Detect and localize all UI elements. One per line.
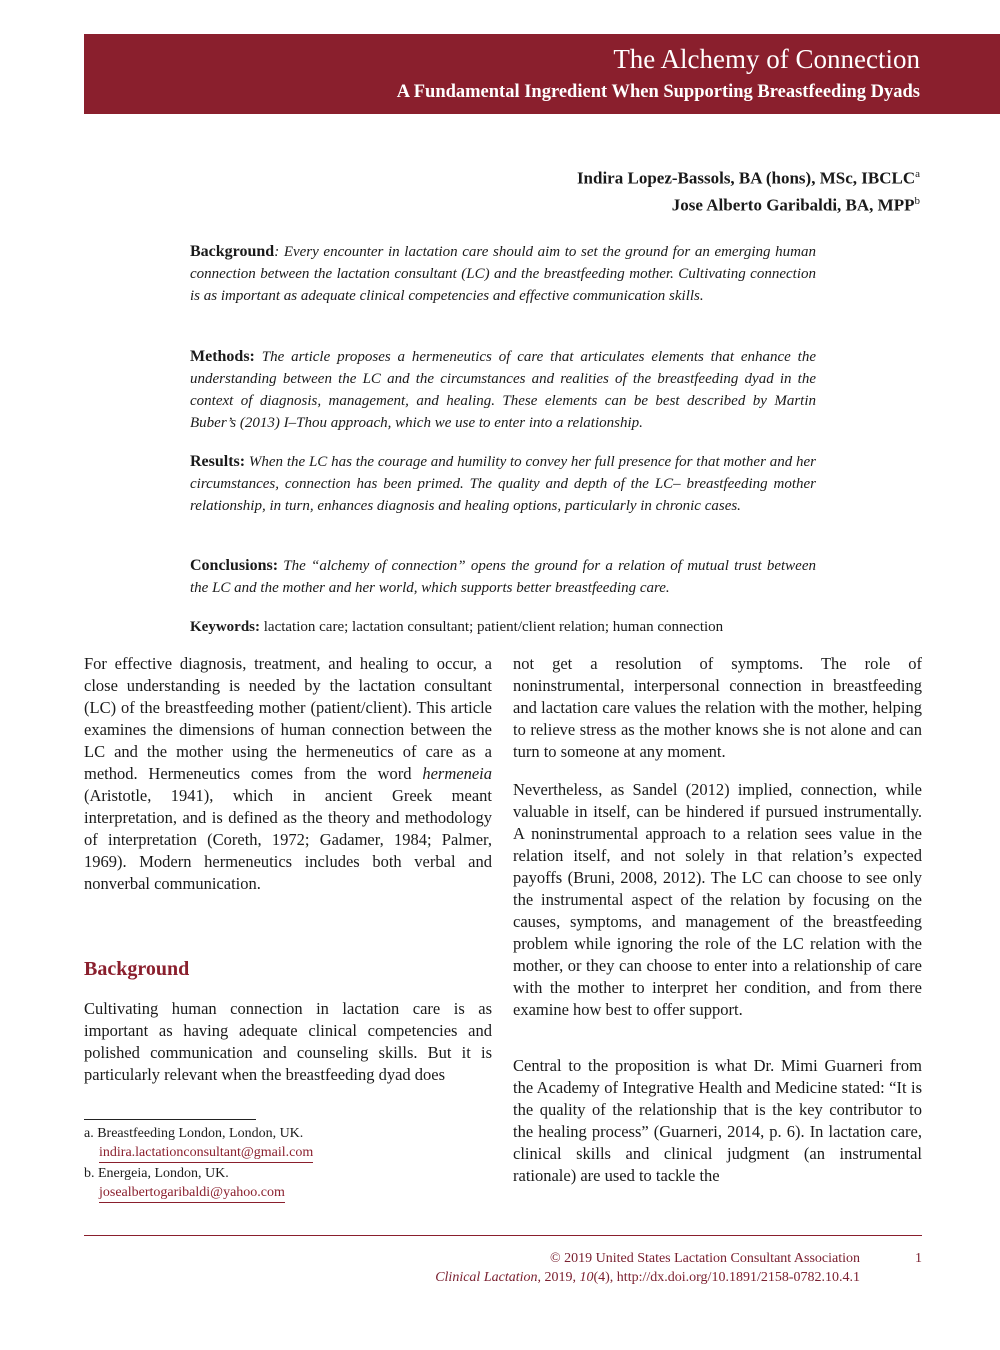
keywords: Keywords: lactation care; lactation consultant; patient/client relation; human connection <box>190 619 724 635</box>
copyright: © 2019 United States Lactation Consultant Association <box>549 1251 860 1266</box>
right-paragraph-1: not get a resolution of symptoms. The role of noninstrumental, interpersonal connection in breastfeeding and lactation care values the relation with the mother, helping to relieve stress as the mother knows she is not alone and can turn to someone at any moment. <box>513 654 922 761</box>
citation: Clinical Lactation, 2019, 10(4), http://dx.doi.org/10.1891/2158-0782.10.4.1 <box>435 1270 860 1285</box>
author-2: Jose Alberto Garibaldi, BA, MPP$^b$ <box>671 194 920 215</box>
abstract-results: Results: When the LC has the courage and humility to convey her full presence for that mother and her circumstances, connection has been primed. The quality and depth of the LC– breastfeeding mother relationship, in turn, enhances diagnosis and healing options, particularly in chronic cases. <box>190 453 816 514</box>
article-title: The Alchemy of Connection <box>613 44 920 74</box>
author-1: Indira Lopez-Bassols, BA (hons), MSc, IBCLC$^a$ <box>576 168 920 188</box>
footer-divider <box>84 1235 922 1236</box>
footnote-divider <box>84 1119 256 1120</box>
page-number: 1 <box>915 1251 922 1266</box>
footnote-b: b. Energeia, London, UK. josealbertogaribaldi@yahoo.com <box>84 1164 285 1203</box>
background-paragraph: Cultivating human connection in lactation care is as important as having adequate clinical competencies and polished communication and counseling skills. But it is particularly relevant when the breastfeeding dyad does <box>84 999 492 1084</box>
footnote-a: a. Breastfeeding London, London, UK. indira.lactationconsultant@gmail.com <box>84 1124 313 1163</box>
intro-paragraph: For effective diagnosis, treatment, and healing to occur, a close understanding is needed by the lactation consultant (LC) of the breastfeeding mother (patient/client). This article examines the dimensions of human connection between the LC and the mother using the hermeneutics of care as a method. Hermeneutics comes from the word hermeneia (Aristotle, 1941), which in ancient Greek meant interpretation, and is defined as the theory and methodology of interpretation (Coreth, 1972; Gadamer, 1984; Palmer, 1969). Modern hermeneutics includes both verbal and nonverbal communication. <box>84 654 492 893</box>
email-link-a[interactable]: indira.lactationconsultant@gmail.com <box>99 1143 313 1163</box>
article-subtitle: A Fundamental Ingredient When Supporting Breastfeeding Dyads <box>396 82 920 102</box>
abstract-methods: Methods: The article proposes a hermeneutics of care that articulates elements that enhance the understanding between the LC and the circumstances and realities of the breastfeeding dyad in the context of diagnosis, management, and healing. These elements can be best described by Martin Buber’s (2013) I–Thou approach, which we use to enter into a relationship. <box>190 348 816 431</box>
email-link-b[interactable]: josealbertogaribaldi@yahoo.com <box>99 1183 285 1203</box>
title-banner <box>84 34 1000 114</box>
section-heading-background: Background <box>84 958 190 980</box>
abstract-conclusions: Conclusions: The “alchemy of connection” opens the ground for a relation of mutual trust between the LC and the mother and her world, which supports better breastfeeding care. <box>190 557 816 596</box>
right-paragraph-3: Central to the proposition is what Dr. Mimi Guarneri from the Academy of Integrative Health and Medicine stated: “It is the quality of the relationship that is the key contributor to the healing process” (Guarneri, 2014, p. 6). In lactation care, clinical skills and clinical judgment (an instrumental rationale) are used to tackle the <box>513 1056 922 1185</box>
author-list <box>577 163 920 216</box>
right-paragraph-2: Nevertheless, as Sandel (2012) implied, connection, while valuable in itself, can be hindered if pursued instrumentally. A noninstrumental approach to a relation sees value in the relation itself, and not solely in that relation’s expected payoffs (Bruni, 2008, 2012). The LC can choose to see only the instrumental aspect of the relation by focusing on the causes, symptoms, and management of the breastfeeding problem while ignoring the role of the LC relation with the mother, or they can choose to enter into a relationship of care with the mother to interpret her condition, and from there examine how best to offer support. <box>513 780 922 1019</box>
abstract-background: Background: Every encounter in lactation care should aim to set the ground for an emerging human connection between the lactation consultant (LC) and the breastfeeding mother. Cultivating connection is as important as adequate clinical competencies and effective communication skills. <box>190 243 816 304</box>
doi-link[interactable]: (4), http://dx.doi.org/10.1891/2158-0782.10.4.1 <box>593 1270 860 1285</box>
